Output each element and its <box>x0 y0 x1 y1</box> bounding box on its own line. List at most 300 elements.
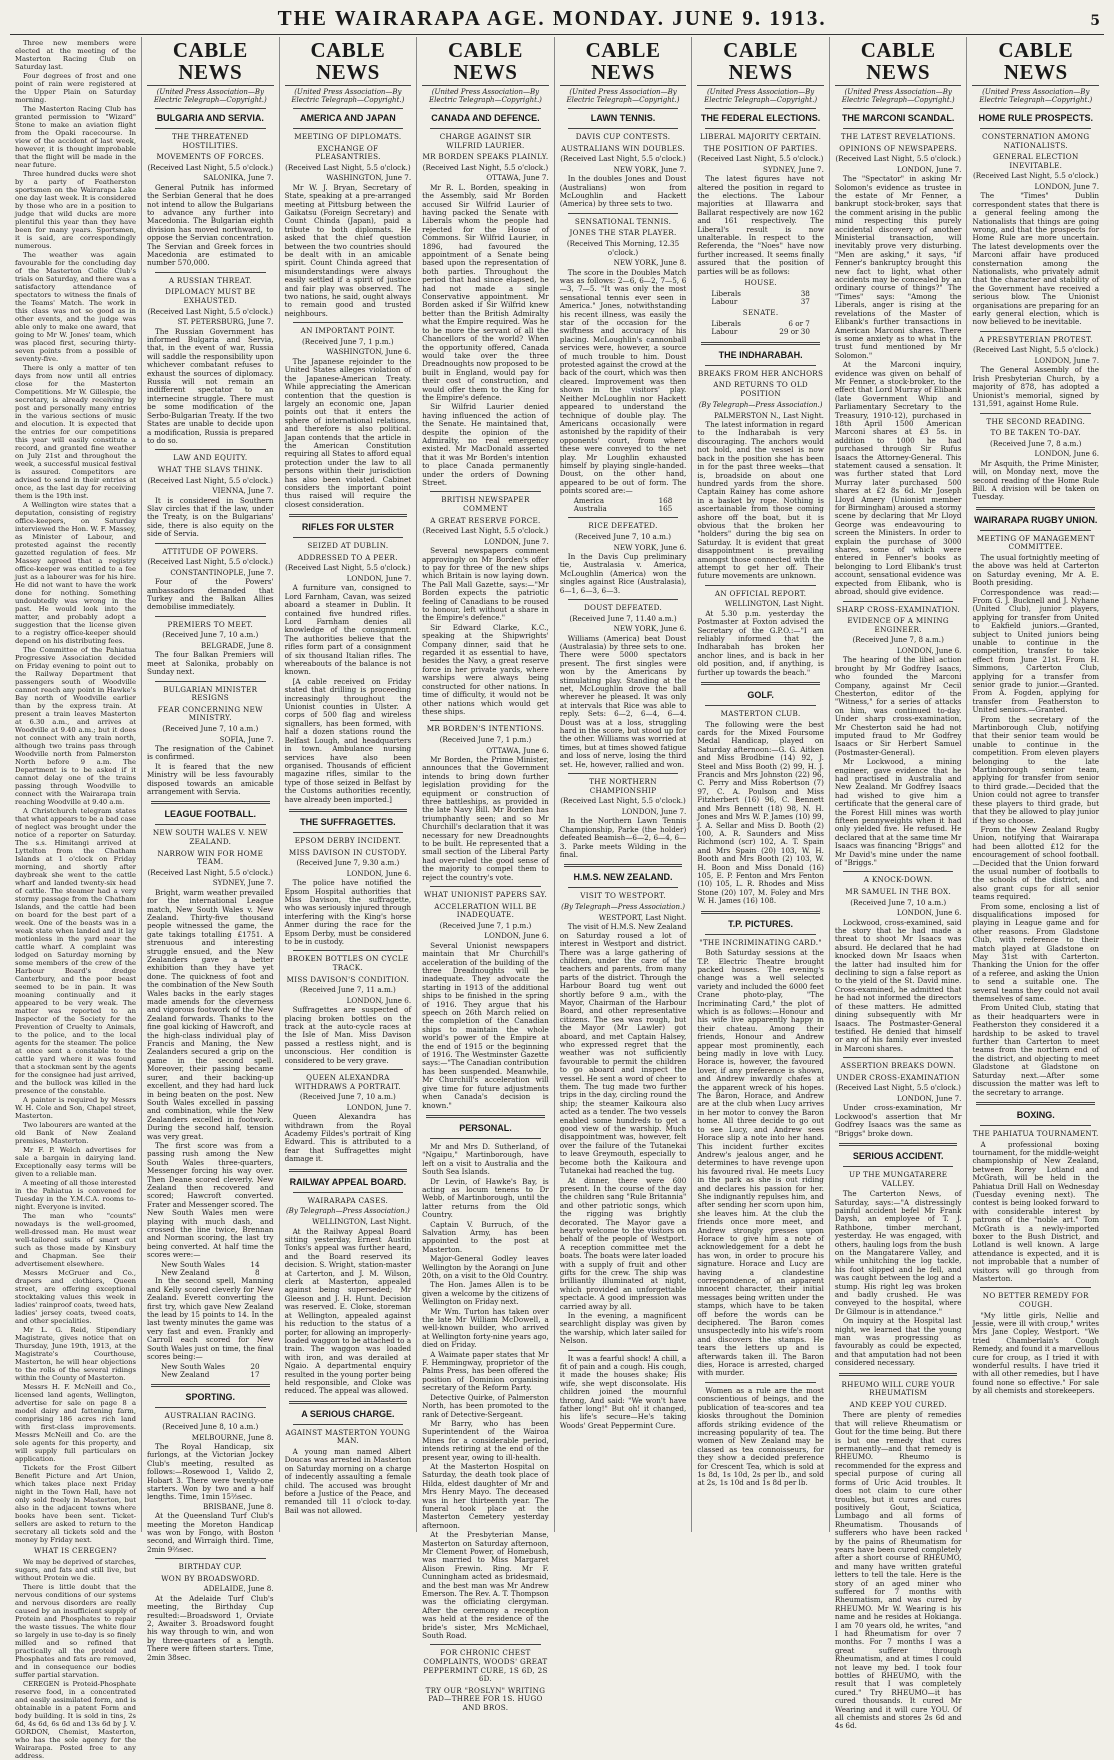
paragraph: Sir Edward Clarke, K.C., speaking at the Shipwrights' Company dinner, said that he regarded it as essential to have, besides the Navy, a great reserve force in her private yards, where warships were always being constructed for other nations. In time of difficulty, it would not be other nations which would get these ships. <box>422 622 549 716</box>
received-line: (Received Last Night, 5.5 o'clock.) <box>147 162 274 172</box>
subheading: SEIZED AT DUBLIN. <box>307 541 389 551</box>
article-headline: THE INDHARABAH. <box>718 349 803 360</box>
paragraph: Mr Lockwood, a mining engineer, gave evidence that he had practised in Australia and New Zealand. Mr Godfrey Isaacs had wished to give him a certificate that the general care of the Forest Hill mines was worth fifteen pennyweights when it had only yielded five. He refused. He declared that at the same time Mr Isaacs was financing "Briggs" and Mr David's mine under the name of "Briggs." <box>834 757 962 868</box>
table-row-value: 14 <box>250 1259 260 1269</box>
column-rule <box>705 705 816 706</box>
subheading: MASTERTON CLUB. <box>720 709 801 719</box>
paragraph: At the Marconi inquiry, evidence was given on behalf of Mr Fenner, a stock-broker, to the effect that Lord Murray of Elibank (late Government Whip and Parliamentary Secretary to the Treasury, 1910-12), purchased in 18th April 1500 American Marconi shares at £3 5s. in addition to 1000 he had purchased through Sir Rufus Isaacs the Attorney-General. This statement caused a sensation. It was further stated that Lord Murray later purchased 500 shares at £2 8s 6d. Mr Joseph Lloyd Amery (Unionist member for Birmingham) aroused a stormy scene by declaring that Mr Lloyd George was endeavouring to screen the Ministers. In order to explain the purchase of 3000 shares, some of which were entered in Fenner's books as belonging to Lord Elibank's trust account, sensational evidence was expected from Elibank, who is abroad, should give evidence. <box>834 360 962 597</box>
ad-paragraph: CEREGEN is Proteid-Phosphate reserve food, in a concentrated and easily assimilated form, and is obtainable in a patent Form and body building. It is sold in tins, 2s 6d, 4s 6d, 6s 6d and 13s 6d by J. V. GORDON, Chemist, Masterton, who has the sole agency for the Wairarapa. Posted free to any address. <box>15 1679 136 1760</box>
column-rule <box>293 1424 404 1425</box>
received-line: (Received Last Night, 5.5 o'clock.) <box>835 1083 961 1093</box>
dateline: LONDON, June 7. <box>621 806 687 816</box>
article-headline: CANADA AND DEFENCE. <box>431 113 540 123</box>
local-paragraph: The man who "counts" nowadays is the well-groomed, well-dressed man. He must wear well-tailored suits of smart cut such as those made by Kinsbury and Chapman. See their advertisement elsewhere. <box>15 1212 136 1268</box>
table-row <box>147 1371 274 1379</box>
column-rule <box>430 1138 541 1139</box>
paragraph: Detective Quirke, of Palmerston North, has been promoted to the rank of Detective-Sergeant. <box>422 1392 549 1419</box>
column-rule <box>564 864 683 867</box>
dateline: LONDON, June 7. <box>346 1102 412 1112</box>
column-rule <box>980 530 1091 531</box>
local-paragraph: Mr F. P. Welch advertises for sale a bargain in dairying land. Exceptionally easy terms will be given to a reliable man. <box>15 1146 136 1178</box>
paragraph: A furniture van, consigned to Lord Farnham, Cavan, was seized aboard a steamer in Dublin. It contained five hundred rifles. Lord Farnham denies all knowledge of the consignment. The authorities believe that the rifles form part of a consignment of six thousand Italian rifles. The whereabouts of the balance is not known. <box>284 583 412 677</box>
ad-paragraph: There is little doubt that the nervous conditions of our systems and nervous disorders are really caused by an insufficient supply of Protein and Phosphates to repair the waste tissues. The white flour so largely in use to-day is so finely milled and so refined that practically all the proteid and Phosphates and fats are removed, and in consequence our bodies suffer partial starvation. <box>15 1582 136 1679</box>
column-rule <box>976 507 1095 510</box>
subheading: BREAKS FROM HER ANCHORS <box>697 368 824 378</box>
table-row-value: 17 <box>250 1369 260 1379</box>
column-rule <box>155 128 266 129</box>
article-headline: H.M.S. NEW ZEALAND. <box>573 872 673 883</box>
column-rule <box>701 342 820 345</box>
paragraph: In the Northern Lawn Tennis Championship, Parke (the holder) defeated Beamish—6—2, 6—4, 6—3. Parke meets Wilding in the final. <box>559 816 687 859</box>
received-line: (Received June 7, 11.40 a.m.) <box>569 613 677 623</box>
column-rule <box>980 331 1091 332</box>
article-headline: RAILWAY APPEAL BOARD. <box>289 1176 407 1187</box>
dateline: ST. PETERSBURG, June 7. <box>177 317 274 327</box>
subheading: WAIRARAPA CASES. <box>307 1195 389 1205</box>
cable-news-header: CABLE NEWS <box>285 39 412 86</box>
table-row <box>560 505 687 513</box>
column-rule <box>155 449 266 450</box>
section-heading: WHAT IS CEREGEN? <box>34 1546 117 1555</box>
column-rule <box>293 950 404 951</box>
paragraph: The "Times" Dublin correspondent states that there is a general feeling among the Nationalists that things are going wrong, and that the prospects for Home Rule are more uncertain. The latest developments over the Marconi affair have produced consternation among the Nationalists, who privately admit that the character and stability of the Government have received a serious blow. The Unionist organisations are preparing for an early general election, which is now believed to be inevitable. <box>972 191 1100 327</box>
column-rule <box>839 1373 958 1376</box>
column-rule <box>293 322 404 323</box>
paragraph: The first score was from a passing rush among the New South Wales three-quarters, Messenger forcing his way over. Then Deane scored cleverly. New Zealand then recovered and scored; Hawcroft converted. Frater and Messenger scored. The New South Wales men were playing with much dash, and crossed the line twice, Brennan and Norman scoring, the last try being converted. At half time the scores were:— <box>147 1140 274 1260</box>
paragraph: Dr Levin, of Hawke's Bay, is acting as locum tenens to Dr Webb, of Martinborough, until the latter returns from the Old Country. <box>422 1176 549 1220</box>
received-line: (Received Last Night, 5.5 o'clock.) <box>422 162 549 172</box>
paragraph: Several Unionist newspapers maintain that Mr Churchill's acceleration of the building of the three Dreadnoughts will be inadequate. They advocate the starting in 1913 of the additional ships to be finished in the spring of 1916. They argue that his speech on 26th March relied on the completion of the Canadian ships to maintain the whole world's power of the Empire at the end of 1915 or the beginning of 1916. The Westminster Gazette says:—"The Canadian contribution has been suspended. Meanwhile, Mr Churchill's acceleration will give time for future adjustments when Canada's decision is known." <box>422 940 549 1110</box>
subheading: AND RETURNS TO OLD POSITION <box>713 380 808 399</box>
column-rule <box>568 599 679 600</box>
received-line: (Received Last Night, 5.5 o'clock.) <box>697 154 824 164</box>
subheading: SENSATIONAL TENNIS. <box>574 216 672 226</box>
paragraph: A young man named Albert Doucas was arrested in Masterton on Saturday morning on a charge of indecently assaulting a female child. The accused was brought before a Justice of the Peace, and remanded till 11 o'clock to-day. Bail was not allowed. <box>284 1446 412 1515</box>
ad-paragraph: We may be deprived of starches, sugars, and fats and still live, but without Protein we die. <box>15 1557 136 1582</box>
column-rule <box>293 128 404 129</box>
paragraph: It is considered in Southern Slav circles that if the law, under the Treaty, is on the Bulgarians' side, there is also equity on the side of Servia. <box>147 495 274 539</box>
subheading: A RUSSIAN THREAT. <box>168 275 252 285</box>
subheading: NARROW WIN FOR HOME TEAM. <box>157 848 264 867</box>
column-3 <box>417 37 555 1713</box>
dateline: OTTAWA, June 6. <box>486 745 549 755</box>
paragraph: The resignation of the Cabinet is confirmed. <box>147 743 274 762</box>
dateline: WELLINGTON, Last Night. <box>724 599 824 609</box>
article-headline: AMERICA AND JAPAN <box>300 113 396 123</box>
paragraph: The score in the Doubles Match was as follows: 2—6, 6—2, 7—5, 6—3, 7—5. "It was only the most sensational tennis ever seen in America." Jones, notwithstanding his recent illness, was easily the star of the occasion for the swiftness and accuracy of his placing. McLoughlin's cannonball services were, however, a source of much trouble to him. Doust protested against the crowd at the back of the court, which was then cleared. Improvement was then shown in the visitors' play. Neither McLoughlin nor Hackett appeared to understand the technique of double play. The Americans occasionally were astonished by the rapidity of their opponents' court, from where these were conveyed to the net play. Mr Loughlin exhausted himself by playing single-handed. Doust, on the other hand, appeared to be out of form. The points scored are:— <box>559 267 687 496</box>
paragraph: At the Adelaide Turf Club's meeting, the Birthday Cup resulted:—Broadsword 1, Orviate 2, Awaiter 3. Broadsword fought his way through to win, and won by three-quarters of a length. There were fifteen starters. Time, 2min 38sec. <box>147 1593 274 1662</box>
subheading: NO BETTER REMEDY FOR COUGH. <box>982 1291 1089 1309</box>
table-row-label: Australia <box>573 503 607 513</box>
subheading: WON BY BROADSWORD. <box>161 1573 260 1583</box>
dateline: SOFIA, June 7. <box>219 734 274 744</box>
paragraph: The Russian Government has informed Bulgaria and Servia, that, in the event of war, Russia will saddle the responsibility upon whichever combatant refuses to exhaust the sources of diplomacy. Russia will not remain an indifferent spectator to an internecine struggle. There must be some modification of the Serbo-Bulgarian Treaty. If the two States are unable to decide upon a modification, Russia is prepared to do so. <box>147 326 274 445</box>
local-paragraph: Two labourers are wanted at the old Bank of New Zealand premises, Masterton. <box>15 1121 136 1145</box>
column-rule <box>705 934 816 935</box>
paragraph: General Putnik has informed the Serbian General that he does not intend to allow the Bulgarians to advance any further into Macedonia. The Bulgarian eighth division has moved northward, to oppose the Servian concentration. The Servian and Greek forces in Macedonia are estimated to number 570,000. <box>147 182 274 268</box>
subheading: BRITISH NEWSPAPER COMMENT <box>441 495 530 513</box>
received-line: (Received June 7, 8 a.m.) <box>990 438 1082 448</box>
article-headline: A SERIOUS CHARGE. <box>301 1408 395 1419</box>
credit-line: (United Press Association—By Electric Telegraph—Copyright.) <box>291 88 405 104</box>
subheading: ACCELERATION WILL BE INADEQUATE. <box>434 901 537 920</box>
cable-news-header: CABLE NEWS <box>147 39 274 86</box>
dateline: LONDON, June 7. <box>484 536 549 546</box>
received-line: (Received June 7, 10 a.m.) <box>299 1092 396 1102</box>
table-row <box>697 298 824 306</box>
paragraph: Suffragettes are suspected of placing broken bottles on the track at the auto-cycle races at the Isle of Man. Miss Davison passed a restless night, and is unconscious. Her condition is considered to be very grave. <box>284 1005 412 1065</box>
dateline: CONSTANTINOPLE, June 7. <box>170 567 274 577</box>
paragraph: The General Assembly of the Irish Presbyterian Church, by a majority of 878, has adopted a Unionist's memorial, signed by 131,591, against Home Rule. <box>972 365 1100 409</box>
credit-line: (By Telegraph—Press Association.) <box>561 902 685 911</box>
paragraph: Lockwood, cross-examined, said the story that he had made a threat to shoot Mr Isaacs was absurd. He declared that he had knocked down Mr Isaacs when the latter had insulted him for declining to sign a false report as to the yield of the St. David mine. Cross-examined, he admitted that he had not informed the directors of these matters. He admitted dining subsequently with Mr Isaacs. The Postmaster-General testified. He denied that himself or any of his family ever invested in Marconi shares. <box>834 917 962 1053</box>
credit-line: (United Press Association—By Electric Telegraph—Copyright.) <box>841 88 955 104</box>
article-headline: GOLF. <box>747 690 774 701</box>
dateline: ADELAIDE, June 8. <box>203 1584 274 1594</box>
received-line: (Received June 8, 10 a.m.) <box>162 1421 259 1431</box>
column-rule <box>155 681 266 682</box>
column-rule <box>155 543 266 544</box>
subheading: THE PAHIATUA TOURNAMENT. <box>972 1128 1099 1138</box>
paragraph: At the Queensland Turf Club's meeting the Moreton Handicap was won by Fongo, with Boston second, and Wirraigh third. Time, 2min 9⅔sec. <box>147 1511 274 1554</box>
subheading: NEW SOUTH WALES V. NEW ZEALAND. <box>152 828 268 846</box>
paragraph: Under cross-examination, Mr Lockwood's assertion that Mr Godfrey Isaacs was the same as "Briggs" broke down. <box>834 1103 962 1138</box>
subheading: JONES THE STAR PLAYER. <box>569 228 677 238</box>
paragraph: At the Masterton Hospital on Saturday, the death took place of Hilda, eldest daughter of Mr and Mrs Henry Mayo. The deceased was in her thirteenth year. The funeral took place at the Masterton Cemetery yesterday afternoon. <box>422 1461 549 1530</box>
column-rule <box>976 1102 1095 1105</box>
subheading: MOVEMENTS OF FORCES. <box>156 152 265 162</box>
paragraph: The Royal Handicap, six furlongs, at the Victorian Jockey Club's meeting, resulted as follows:—Rosewood 1, Valido 2, Hobart 3. There were twenty-one starters. Won by two and a half lengths. Time, 1min 15⅔sec. <box>147 1441 274 1502</box>
paragraph: The visit of H.M.S. New Zealand on Saturday roused a lot of interest in Westport and district. There was a large gathering of children, under the care of the teachers and parents, from many parts of the district. Through the Harbour Board tug went out shortly before 9 a.m., with the Mayor, Chairman of the Harbour Board, and other representative citizens. The sea was rough, but the Mayor (Mr Lawler) got aboard, and met Captain Halsey, who expressed regret that the weather was not sufficiently favourable to permit the children to go aboard and inspect the vessel. He sent a word of cheer to them. The tug made two further trips in the day, circling round the ship; the steamer Kaikoura also acted as a tender. The two vessels enabled some hundreds to get a good view of the warship. Much disappointment was, however, felt over the failure of the Tutanekai to leave Greymouth, especially to become both the Kaikoura and Tutanekai had reached the tug. <box>559 922 687 1176</box>
paragraph: Mr W. J. Bryan, Secretary of State, speaking at a pre-arranged meeting at Pittsburg between the Gaikatsu (Foreign Secretary) and Count Chinda (Japan), paid a tribute to both diplomats. He asked that the chief question between the two countries should be dealt with in an amicable spirit. Count Chinda agreed that misunderstandings were always easily settled if a spirit of justice and fair play was observed. The two nations, he said, ought always to remain good and trusted neighbours. <box>284 182 412 318</box>
local-paragraph: Three new members were elected at the meeting of the Masterton Racing Club on Saturday last. <box>15 39 136 71</box>
article-headline: HOME RULE PROSPECTS. <box>978 113 1094 123</box>
paragraph: The hearing of the libel action brought by Mr Godfrey Isaacs, who founded the Marconi Company, against Mr Cecil Chesterton, editor of the "Witness," for a series of attacks on him, was continued to-day. Under sharp cross-examination, Mr Chesterton said he had not imputed fraud to Mr Godfrey Isaacs or Sir Herbert Samuel (Postmaster-General). <box>834 655 962 757</box>
credit-line: (United Press Association—By Electric Telegraph—Copyright.) <box>704 88 818 104</box>
column-rule <box>705 365 816 366</box>
credit-line: (United Press Association—By Electric Telegraph—Copyright.) <box>566 88 680 104</box>
dateline: WASHINGTON, June 6. <box>326 347 412 357</box>
received-line: (Received Last Night, 5.5 o'clock.) <box>285 162 411 172</box>
article-headline: LAWN TENNIS. <box>590 113 656 123</box>
dateline: SYDNEY, June 7. <box>212 878 274 888</box>
table-row-label: Liberals <box>711 319 741 329</box>
column-rule <box>980 128 1091 129</box>
column-rule <box>980 413 1091 414</box>
column-rule <box>568 773 679 774</box>
paragraph: The usual fortnightly meeting of the above was held at Carterton on Saturday evening, Mr A. E. Booth presiding. <box>972 552 1100 588</box>
dateline: LONDON, June 6. <box>484 931 549 941</box>
received-line: (Received Last Night, 5.5 o'clock.) <box>147 867 274 877</box>
subheading: UP THE MUNGATARERE VALLEY. <box>849 1169 948 1188</box>
table-row-label: New South Wales <box>161 1259 225 1269</box>
column-rule <box>289 514 408 517</box>
column-rule <box>155 616 266 617</box>
paragraph: [A cable received on Friday stated that drilling is proceeding increasingly throughout the Unionist counties in Ulster. A corps of 500 flag and wireless signallers, has been formed, with half a dozen stations round the Belfast Lough, and headquarters in town. Ambulance nursing services have also been organised. Thousands of efficient magazine rifles, similar to the type of those seized in Belfast by the Customs authorities recently, have already been imported.] <box>284 676 412 804</box>
local-paragraph: There is only a matter of ten days from now until all entries close for the Masterton Competitions. Mr W. Gillespie, the secretary, is already receiving by post and personally many entries in the various sections of music and elocution. It is expected that the entries for our competitions this year will easily constitute a record, and granted fine weather on July 21st and throughout the week, a successful musical festival is assured. Competitors are advised to send in their entries at once, as the last day for receiving them is the 19th inst. <box>15 364 136 500</box>
dateline: PALMERSTON N., Last Night. <box>713 410 824 420</box>
subheading: BIRTHDAY CUP. <box>178 1562 242 1572</box>
subheading: LIBERAL MAJORITY CERTAIN. <box>699 132 822 141</box>
received-line: (Received June 7, 10 a.m.) <box>850 897 947 907</box>
subheading: AGAINST MASTERTON YOUNG MAN. <box>285 1427 411 1446</box>
paragraph: At the Presbyterian Manse, Masterton on Saturday afternoon, Mr Clement Power, of Homebush, was married to Miss Margaret Alison Frewin. Ring. Mr F. Cunningham acted as bridesmaid, and the best man was Mr Andrew Emerson. The Rev. A. T. Thompson was the officiating clergyman. After the ceremony a reception was held at the residence of the bride's sister, Mrs McMichael, South Road. <box>422 1530 549 1641</box>
subheading: A PRESBYTERIAN PROTEST. <box>978 334 1093 344</box>
dateline: LONDON, June 7. <box>896 1093 962 1103</box>
table-row-value: 168 <box>658 495 673 505</box>
paragraph: Williams (America) beat Doust (Australasia) by three sets to one. There were 5000 spectators present. The first singles were won by the Americans by stimulating play. Standing at the net, McLoughlin drove the ball wherever he pleased. It was only at intervals that Rice was able to reply. Sets: 6—2, 6—4, 6—4. Doust was at a loss, struggling hard in the score, but stood up for the other. Williams was worried at times, but at times showed fatigue and loss of nerve, losing the third set. He, however, rallied and won. <box>559 633 687 769</box>
subheading: MISS DAVISON'S CONDITION. <box>286 974 410 984</box>
article-headline: THE SUFFRAGETTES. <box>300 816 396 827</box>
received-line: (Received Last Night, 5.5 o'clock.) <box>147 557 274 567</box>
subheading: DAVIS CUP CONTESTS. <box>575 132 671 141</box>
subheading: RHEUMO WILL CURE YOUR RHEUMATISM <box>841 1379 955 1398</box>
column-rule <box>430 128 541 129</box>
column-rule <box>568 517 679 518</box>
paragraph: Mr Wm. Turton has taken over the late Mr William McDowell, a well-known builder, who arrived at Wellington forty-nine years ago, died on Friday. <box>422 1306 549 1350</box>
column-rule <box>705 108 816 109</box>
paragraph: At 5.30 p.m. yesterday the Postmaster at Foxton advised the Secretary of the G.P.O.:—"I am reliably informed that the Indharabah has broken her anchor lines, and is back in her old position, and, if anything, is further up towards the beach." <box>697 608 824 677</box>
column-2 <box>280 37 418 1532</box>
paragraph: Correspondence was read:—From G. J. Bucknell and J. Nyhane (United Club), junior players, applying for transfer from United to Eakfield juniors.—Granted, subject to United juniors being unable to continue in the competition, transfer to take effect from June 21st. From H. Simmons, Carterton Club, applying for a transfer from senior grade to junior.—Granted. From A. Fogden, applying for transfer from Featherston to United seniors.—Granted. <box>972 587 1100 715</box>
paragraph: Women as a rule are the most conscientious of beings, and the publication of tea-scores and tea kiosks throughout the Dominion affords striking evidence of the increasing popularity of tea. The women of New Zealand may be classed as tea connoisseurs, for they show a decided preference for Crescent Tea, which is sold at 1s 8d, 1s 10d, 2s per lb., and sold at 2s, 1s 10d and 1s 8d per lb. <box>697 1385 824 1488</box>
subheading: EVIDENCE OF A MINING ENGINEER. <box>847 616 949 634</box>
column-rule <box>151 801 270 804</box>
dateline: SALONIKA, June 7. <box>203 173 274 183</box>
dateline: LONDON, June 6. <box>896 645 962 655</box>
paragraph: Four of the Powers' ambassadors demanded that Turkey and the Balkan Allies demobilise immediately. <box>147 577 274 612</box>
local-paragraph: A painter is required by Messrs W. H. Cole and Son, Chapel street, Masterton. <box>15 1096 136 1120</box>
credit-line: (By Telegraph—Press Association.) <box>698 400 823 409</box>
paragraph: The "Spectator" in asking Mr Solomon's evidence as trustee in the estate of Mr Fenner, a bankrupt stock-broker, says that the comment arising in the public mind respecting this purely accidental discovery of another Ministerial transaction, will inevitably prove very disturbing. "Men are asking," it says, "if Fenner's bankruptcy brought this new fact to light, what other accidents may be concealed by an ordinary course of things?" The "Times" says: "Among the Liberals, anger is rising at the revelations of the Master of Elibank's further transactions in American Marconi shares. There is some anxiety as to what in the trust fund mentioned by Mr Solomon." <box>834 174 962 360</box>
subheading: THE LATEST REVELATIONS. <box>840 132 956 141</box>
column-rule <box>843 1057 954 1058</box>
column-rule <box>568 213 679 214</box>
subheading: BULGARIAN MINISTER RESIGNS <box>163 684 258 703</box>
paragraph: Both Saturday sessions at the T.P. Electric Theatre brought packed houses. The evening's change was a well selected variety and included the 6000 feet Crane photo-play, "The Incriminating Card," the plot of which is as follows:—Honour and his wife live apparently happy in their chateau. Among their friends, Honour and Andrew appear most prominently, each being madly in love with Lucy. Horace is, however, the favoured lover, if any preference is shown, and Andrew inwardly chafes at the apparent wreck of his hopes. The Baron, Horace, and Andrew are at the club when Lucy arrives in her motor to convey the Baron home. All three decide to go out to see Lucy, and Andrew sees Horace slip a note into her hand. This incident further excites Andrew's jealous anger, and he determines to have revenge upon his favoured rival. He meets Lucy in the park as she is out riding and declares his passion for her. She indignantly repulses him, and after sending her scorn upon him, she leaves him. At the club the friends once more meet, and Andrew strongly presses upon Horace to give him a note of acknowledgement for a debt he has won, in order to procure his signature. Horace and Lucy are having a clandestine correspondence, of an apparent innocent character, their initial messages being written under the stamps, which have to be taken off before the words can be deciphered. The Baron comes unsuspectedly into his wife's room and discovers the stamps. He tears the letters up and is afterwards taken ill. The Baron dies, Horace is arrested, charged with murder. <box>697 948 824 1378</box>
dateline: OTTAWA, June 7. <box>486 173 549 183</box>
paragraph: The Carterton News, of Saturday, says:—"A distressingly painful accident befel Mr Frank Daysh, an employee of T. J. Rathbone, timber merchant, yesterday. He was engaged, with others, hauling logs from the bush on the Mangatarere Valley, and while unhitching the log tackle, his foot slipped and he fell, and was caught between the log and a stump. His right leg was broken and badly crushed. He was conveyed to the hospital, where Dr Gilmour is in attendance." <box>834 1189 962 1316</box>
column-rule <box>155 824 266 825</box>
article-headline: LEAGUE FOOTBALL. <box>164 809 257 820</box>
paragraph: Several newspapers comment approvingly on Mr Borden's offer to pay for three of the new ships which Britain is now laying down. The Pall Mall Gazette, says:—"Mr Borden expects the patriotic feeling of Canadians to be roused to honour, left without a share in the Empire's defence." <box>422 546 549 623</box>
column-rule <box>155 108 266 109</box>
article-headline: T.P. PICTURES. <box>728 918 794 929</box>
paragraph: Mr R. L. Borden, speaking in the Assembly, said Mr Borden accused Sir Wilfrid Laurier of having packed the Senate with Liberals whom the people had rejected for the House of Commons. Sir Wilfrid Laurier, in 1896, had favoured the appointment of a Senate being based upon the representation of both parties. Throughout the period that had since elapsed, he had not made a single Conservative appointment. Mr Borden asked if Sir Wilfrid knew better than the British Admiralty what the Empire required. Was he to be more the servant of all the Chancellors of the world? When the opportunity offered, Canada would take over the three Dreadnoughts now proposed to be built in England, would pay for their cost of construction, and would offer them to the King for the Empire's defence. <box>422 182 549 402</box>
local-paragraph: A Wellington wire states that a deputation, consisting of registry office-keepers, on Saturday interviewed the Hon. W. F. Massey, as Minister of Labour, and protested against the recently gazetted regulation of fees. Mr Massey agreed that a registry office-keeper was entitled to a fee just as a labourer was for his hire. He did not want to have the work done for nothing. Something undoubtedly was wrong in the past. He would look into the matter, and probably adopt a suggestion that the license given to a registry office-keeper should depend on his distributing fees. <box>15 501 136 645</box>
received-line: (Received June 7, 10 a.m.) <box>162 630 259 640</box>
paragraph: In the Davis Cup preliminary tie, Australasia v. America, McLoughlin (America) won the singles against Rice (Australasia), 6—1, 6—3, 6—3. <box>559 551 687 595</box>
dateline: LONDON, June 6. <box>346 868 412 878</box>
column-5 <box>692 37 830 1532</box>
article-headline: BULGARIA AND SERVIA. <box>156 113 264 123</box>
subheading: UNDER CROSS-EXAMINATION <box>836 1072 960 1082</box>
paragraph: At dinner, there were 600 present. In the course of the day the children sang "Rule Britannia" and other patriotic songs, which the rigging was brightly decorated. The Mayor gave a hearty welcome to the visitors on behalf of the people of Westport. A reception committee met the boats. The boats were later loaded with a supply of fruit and other gifts for the crew. The ship was brilliantly illuminated at night, which provided an unforgettable spectacle. A good impression was carried away by all. <box>559 1175 687 1311</box>
subheading: MEETING OF DIPLOMATS. <box>294 132 402 141</box>
paragraph: Captain V. Burruch, of the Salvation Army, has been appointed to the post at Masterton. <box>422 1219 549 1254</box>
subheading: MR BORDEN SPEAKS PLAINLY. <box>422 152 549 162</box>
column-rule <box>430 1644 541 1645</box>
paragraph: The Japanese rejoinder to the United States alleges violation of the Japanese-American Treaty. While appreciating the American contention that the question is largely an economic one, Japan points out that it enters the sphere of international relations, and therefore is also political. Japan contends that the article in the American Constitution requiring all States to afford equal protection under the law to all persons within their jurisdiction has also been violated. Cabinet considers the important point thus raised will require the closest consideration. <box>284 356 412 509</box>
subheading: THE THREATENED HOSTILITIES. <box>171 132 249 150</box>
column-6 <box>830 37 968 1731</box>
table-row-value: 6 or 7 <box>788 319 810 329</box>
paragraph: Major-General Godley leaves Wellington by the Aorangi on June 20th, on a visit to the Old Country. <box>422 1254 549 1280</box>
subheading: "THE INCRIMINATING CARD." <box>699 937 822 947</box>
page-number: 5 <box>1090 13 1100 29</box>
masthead-title: THE WAIRARAPA AGE. MONDAY. JUNE 9. 1913. <box>277 6 827 30</box>
dateline: SYDNEY, June 7. <box>763 164 824 174</box>
local-paragraph: Three hundred ducks were shot by a party of Featherston sportsmen on the Wairarapa Lake one day last week. It is considered by those who are in a position to judge that wild ducks are more plentiful this year than they have been for many years. Sportsmen, it is said, are correspondingly numerous. <box>15 170 136 250</box>
subheading: FOR CHRONIC CHEST COMPLAINTS, WOODS' GREAT PEPPERMINT CURE, 1S 6D, 2S 6D. <box>423 1648 548 1684</box>
column-rule <box>430 720 541 721</box>
column-rule <box>293 832 404 833</box>
column-rule <box>839 1143 958 1146</box>
paragraph: The latest information in regard to the Indharabah is very discouraging. The anchors would not hold, and the vessel is now back in the position she has been in for the past three weeks—that is, broadside on about one hundred yards from the shore. Captain Rainey has come ashore in a basket by rope. Nothing is ascertainable from those coming ashore off the boat, but it is obvious that the broken her "holders" during the big sea on Saturday. It is evident that great disappointment is prevailing amongst those connected with the attempt to get her off. Their future movements are unknown. <box>697 420 824 581</box>
subheading: AUSTRALIAN RACING. <box>164 1411 256 1421</box>
paragraph: Sir Wilfrid Laurier denied having influenced the action of the Senate. He maintained that, despite the opinion of the Admiralty, no real emergency existed. Mr MacDonald asserted that it was Mr Borden's intention to place Canada permanently under the orders of Downing Street. <box>422 402 549 487</box>
subheading: WHAT UNIONIST PAPERS SAY. <box>423 890 548 899</box>
masthead <box>10 6 1104 35</box>
column-rule <box>843 108 954 109</box>
received-line: (Received Last Night, 5.5 o'clock.) <box>422 526 549 536</box>
subheading: LAW AND EQUITY. <box>173 453 248 463</box>
column-rule <box>293 1069 404 1070</box>
local-paragraph: The Committee of the Pahiatua Progressive Association decided on Friday evening to point out to the Railway Department that passengers south of Woodville cannot reach any point in Hawke's Bay north of Woodville earlier than by the express train. At present a train leaves Masterton at 6.30 a.m., and arrives at Woodville at 9.40 a.m.; but it does not connect with any train north, although two trains pass through Woodville north from Palmerston North before 9 a.m. The Department is to be asked if it cannot delay one of the trains passing through Woodville to connect with the Wairarapa train reaching Woodville at 9.40 a.m. <box>15 646 136 806</box>
paragraph: In the evening, a magnificent searchlight display was given by the warship, which later sailed for Nelson. <box>559 1311 687 1346</box>
local-paragraph: Tickets for the Frost Gilbert Benefit Picture and Art Union, which takes place next Friday night in the Town Hall, have not only sold freely in Masterton, but also in the adjacent towns where books have been sent. Ticket-sellers are asked to return to the secretary all tickets sold and the money by Friday next. <box>15 1464 136 1544</box>
column-rule <box>843 1166 954 1167</box>
received-line: (Received Last Night, 5.5 o'clock.) <box>285 563 411 573</box>
dateline: NEW YORK, June 6. <box>613 542 687 552</box>
subheading: AN IMPORTANT POINT. <box>300 326 396 336</box>
column-rule <box>843 871 954 872</box>
paragraph: The following were the best cards for the Mixed Foursome Medal Handicap, played on Saturday afternoon:—G. G. Aitken and Miss Brodbine (14) 92, J. Steel and Miss Booth (2) 99, H. J. Francis and Mrs Johnston (22) 96, C. Perry and Miss Robertson (7) 97, C. A. Poulson and Miss Fitzherbert (16) 96, C. Bennett and Mrs Bennett (18) 98, N. H. Jones and Mrs W. P. James (10) 99, J. A. Sellar and Miss D. Booth (2) 100, A. R. Saunders and Miss Richmond (scr) 102, A. T. Spain and Mrs Spain (20) 103, W. H. Booth and Mrs Booth (2) 103, W. H. Boon and Miss Donald (16) 105, E. P. Fenton and Mrs Fenton (10) 105, L. R. Rhodes and Miss Stone (20) 107, M. Foley and Mrs W. H. James (16) 108. <box>697 719 824 906</box>
local-paragraph: Mr L. G. Reid, Stipendiary Magistrate, gives notice that on Thursday, June 19th, 1913, at the Magistrate's Courthouse, Masterton, he will hear objections to the rolls of the several ridings within the County of Masterton. <box>15 1326 136 1382</box>
cable-news-header: CABLE NEWS <box>697 39 824 86</box>
subheading: MR BORDEN'S INTENTIONS. <box>426 724 545 734</box>
subheading: HOUSE. <box>744 278 777 288</box>
credit-line: (By Telegraph—Press Association.) <box>285 1207 410 1216</box>
column-rule <box>293 108 404 109</box>
column-rule <box>705 1382 816 1383</box>
dateline: LONDON, June 6. <box>346 995 412 1005</box>
received-line: (Received Last Night, 5.5 o'clock.) <box>835 154 961 164</box>
column-rule <box>293 537 404 538</box>
received-line: (Received Last Night, 5.5 o'clock.) <box>147 306 274 316</box>
subheading: ATTITUDE OF POWERS. <box>162 546 259 556</box>
table-row-value: 165 <box>658 503 673 513</box>
subheading: RICE DEFEATED. <box>588 521 658 531</box>
received-line: (Received June 7, 1 p.m.) <box>439 920 532 930</box>
credit-line: (United Press Association—By Electric Telegraph—Copyright.) <box>979 88 1093 104</box>
table-row <box>697 328 824 336</box>
dateline: VIENNA, June 7. <box>212 486 274 496</box>
article-headline: THE MARCONI SCANDAL. <box>841 113 955 123</box>
cable-news-header: CABLE NEWS <box>560 39 687 86</box>
paragraph: From some, enclosing a list of disqualifications imposed for playing in League game and for other reasons. From Gladstone Club, with reference to their match played at Gladstone on May 31st with Carterton. Thanking the Union for the offer of a referee, and asking the Union to send a suitable one. The several teams they could not avail themselves of same. <box>972 901 1100 1004</box>
column-rule <box>289 1169 408 1172</box>
column-rule <box>701 911 820 914</box>
subheading: THE POSITION OF PARTIES. <box>703 143 818 153</box>
column-rule <box>289 809 408 812</box>
received-line: (Received June 7, 1 p.m.) <box>439 734 532 744</box>
column-7 <box>967 37 1104 1532</box>
column-rule <box>843 601 954 602</box>
paragraph: Mr and Mrs D. Sutherland, of "Ngaipu," Martinborough, have left on a visit to Australia and the South Sea Islands. <box>422 1141 549 1177</box>
dateline: WELLINGTON, Last Night. <box>312 1217 412 1227</box>
paragraph: From the secretary of the Martinborough Club, notifying that their senior team would be unable to continue in the competition. From eleven players belonging to the late Martinborough senior team, applying for transfer from senior to third grade.—Decided that the Union could not agree to transfer these players to third grade, but that they be allowed to play junior if they so choose. <box>972 714 1100 825</box>
subheading: AN OFFICIAL REPORT. <box>714 588 807 598</box>
subheading: ASSERTION BREAKS DOWN. <box>840 1061 956 1071</box>
cable-news-header: CABLE NEWS <box>422 39 549 86</box>
dateline: LONDON, June 7. <box>346 573 412 583</box>
article-headline: RIFLES FOR ULSTER <box>301 522 394 533</box>
column-rule <box>568 128 679 129</box>
subheading: THE SECOND READING. <box>986 416 1086 426</box>
article-headline: WAIRARAPA RUGBY UNION. <box>974 514 1098 525</box>
column-rule <box>430 491 541 492</box>
paragraph: There are plenty of remedies that will relieve Rheumatism or Gout for the time being. But there is but one remedy that cures permanently—and that remedy is RHEUMO. Rheumo is recommended for the express and special purpose of curing all forms of Uric Acid troubles. It does not claim to cure other troubles, but it cures and cures positively Gout, Sciatica, Lumbago and all forms of Rheumatism. Thousands of sufferers who have been racked by the pains of Rheumatism for years have been cured completely after a short course of RHEUMO, and many have written grateful letters to tell the tale. Here is the story of an aged miner who suffered for 7 months with Rheumatism, and was cured by RHEUMO. Mr W. Wearing is his name and he resides at Hokianga. I am 70 years old, he writes, "and I had Rheumatism for over 7 months. For 7 months I was a great sufferer through Rheumatism, and at times I could not leave my bed. I took four bottles of RHEUMO, with the result that I was completely cured." Try RHEUMO—it has cured thousands. It cured Mr Wearing and it will cure YOU. Of all chemists and stores 2s 6d and 4s 6d. <box>834 1410 962 1731</box>
paragraph: From United Club, stating that as their headquarters were in Featherston they considered it a hardship to be asked to travel further than Carterton to meet teams from the northern end of the district, and objecting to meet Gladstone at Gladstone on Saturday next.—After some discussion the matter was left to the secretary to arrange. <box>972 1003 1100 1097</box>
subheading: CONSTERNATION AMONG NATIONALISTS. <box>982 132 1090 150</box>
subheading: EPSOM DERBY INCIDENT. <box>294 835 401 845</box>
received-line: (Received June 7, 9.30 a.m.) <box>296 858 400 868</box>
received-line: (Received Last Night, 5.5 o'clock.) <box>560 154 686 164</box>
credit-line: (United Press Association—By Electric Telegraph—Copyright.) <box>153 88 267 104</box>
paragraph: The four Balkan Premiers will meet at Salonika, probably on Sunday next. <box>147 650 274 677</box>
table-row-value: 8 <box>255 1268 260 1278</box>
received-line: (Received Last Night, 5.5 o'clock.) <box>147 475 274 485</box>
paragraph: Mr Borden, the Prime Minister, announces that the Government intends to bring down further legislation providing for the equipment or construction of three battleships, as provided in the late Navy Bill. Mr Borden has triumphantly seen; and so Mr Churchill's declaration that it was necessary for new Dreadnoughts to be built. He represented that a small section of the Liberal Party had over-ruled the good sense of the majority to compel them to reject the country's vote. <box>422 754 549 882</box>
paragraph: A Waimate paper states that Mr F. Hemmingway, proprietor of the Palms Press, has been offered the position of Dominion organising secretary of the Reform Party. <box>422 1349 549 1393</box>
column-local-news <box>10 37 142 1760</box>
subheading: A KNOCK-DOWN. <box>863 875 933 885</box>
column-rule <box>980 108 1091 109</box>
local-paragraph: The weather was again favourable for the concluding day of the Masterton Collie Club's trials on Saturday, and there was a satisfactory attendance of spectators to witness the finals of the Teams' Match. The work in this class was not so good as in other events, and the judge was able only to make one award, that going to Mr W. Jones' team, which was placed first, securing thirty-seven points from a possible of seventy-five. <box>15 251 136 363</box>
table-row-label: New South Wales <box>161 1361 225 1371</box>
column-rule <box>426 1115 545 1118</box>
paragraph: In the doubles Jones and Doust (Australians) won from McLoughlin and Hackett (America) by three sets to two. <box>559 174 687 209</box>
dateline: BRISBANE, June 8. <box>203 1501 274 1511</box>
subheading: MR SAMUEL IN THE BOX. <box>845 887 952 897</box>
dateline: NEW YORK, June 8. <box>613 258 687 268</box>
column-rule <box>705 585 816 586</box>
subheading: AUSTRALIANS WIN DOUBLES. <box>561 143 685 153</box>
subheading: TO BE TAKEN TO-DAY. <box>990 428 1081 438</box>
subheading: CHARGE AGAINST SIR WILFRID LAURIER. <box>439 132 532 150</box>
subheading: SHARP CROSS-EXAMINATION. <box>836 604 960 614</box>
subheading: EXCHANGE OF PLEASANTRIES. <box>315 143 381 162</box>
paragraph: In the second spell, Manning and Kelly scored cleverly for New Zealand. Everett converting the first try, which gave New Zealand the lead by 15 points to 14. In the last twenty minutes the game was very fast and even. Frankly and Carroll each scored for New South Wales just on time, the final scores being:— <box>147 1276 274 1362</box>
subheading: SENATE. <box>742 308 779 318</box>
column-rule <box>843 128 954 129</box>
article-headline: PERSONAL. <box>459 1122 512 1133</box>
received-line: (Received June 7, 10 a.m.) <box>575 531 672 541</box>
dateline: MELBOURNE, June 8. <box>191 1432 274 1442</box>
received-line: (Received June 7, 11 a.m.) <box>299 985 396 995</box>
column-rule <box>430 108 541 109</box>
table-row-value: 20 <box>250 1361 260 1371</box>
local-paragraph: Messrs McGruer and Co., drapers and clothiers, Queen street, are offering exceptional stocktaking values this week in ladies' rainproof coats, tweed hats, ladies' jersey coats, tweed coats, and other specialities. <box>15 1269 137 1325</box>
column-rule <box>980 1125 1091 1126</box>
table-row-label: New Zealand <box>161 1268 210 1278</box>
paragraph: The latest figures have not altered the position in regard to the elections. The Labour majorities at Illawarra and Ballarat respectively are now 162 and 161 respectively. The Liberal's result is now unalterable. In respect to the Referenda, the "Noes" have now further increased. It seems finally assured that the position of parties will be as follows: <box>697 174 824 276</box>
paragraph: On inquiry at the Hospital last night, we learned that the young man was progressing as favourably as could be expected, and that amputation had not been considered necessary. <box>834 1316 962 1368</box>
subheading: FEAR CONCERNING NEW MINISTRY. <box>157 704 263 723</box>
table-row-label: Labour <box>711 327 738 337</box>
subheading: ADDRESSED TO A PEER. <box>297 552 398 562</box>
